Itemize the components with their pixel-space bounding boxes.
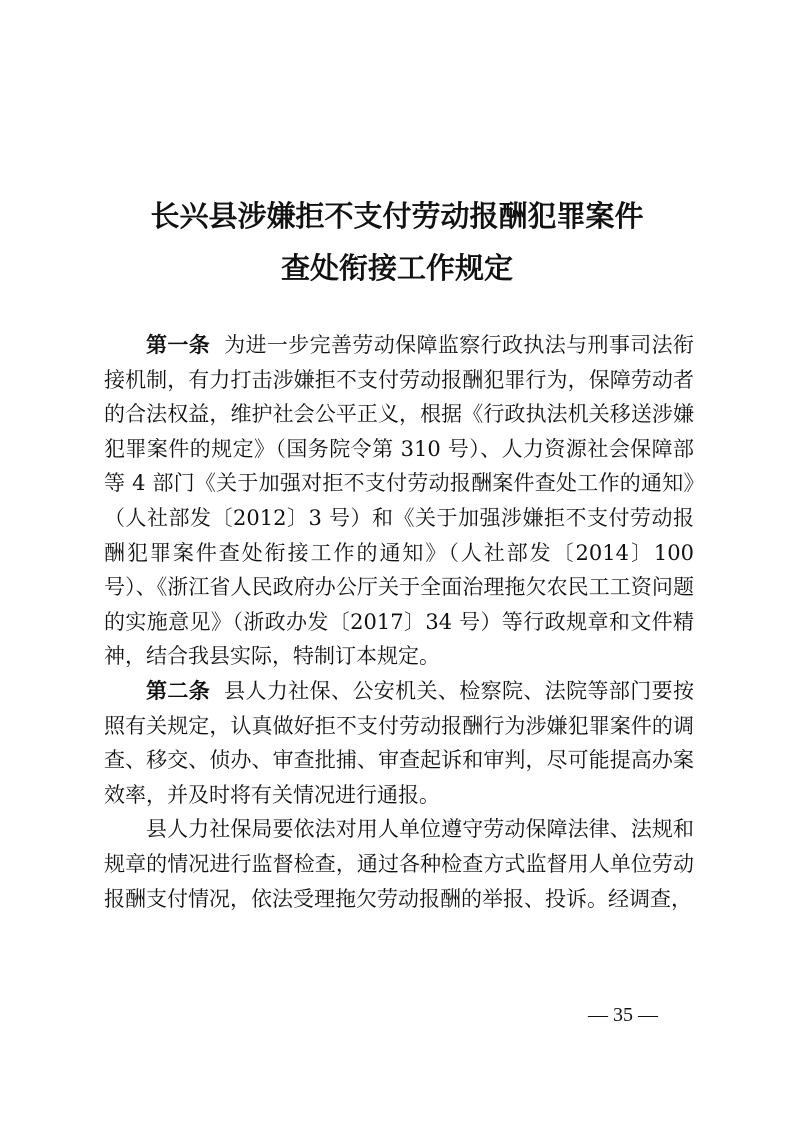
- document-body: [104, 328, 694, 916]
- article-text: 为进一步完善劳动保障监察行政执法与刑事司法衔接机制，有力打击涉嫌拒不支付劳动报酬犯罪行为，保障劳动者的合法权益，维护社会公平正义，根据《行政执法机关移送涉嫌犯罪案件的规定》（国务院令第 310 号）、人力资源社会保障部等 4 部门《关于加强对拒不支付劳动报酬案件查处工作的通知》（人社部发〔2012〕3 号）和《关于加强涉嫌拒不支付劳动报酬犯罪案件查处衔接工作的通知》（人社部发〔2014〕100 号）、《浙江省人民政府办公厅关于全面治理拖欠农民工工资问题的实施意见》（浙政办发〔2017〕34 号）等行政规章和文件精神，结合我县实际，特制订本规定。: [104, 333, 694, 669]
- article-label: 第二条: [146, 677, 211, 703]
- document-title-line-1: 长兴县涉嫌拒不支付劳动报酬犯罪案件: [150, 199, 644, 233]
- body-paragraph: [104, 812, 694, 916]
- paragraph-text: 县人力社保局要依法对用人单位遵守劳动保障法律、法规和规章的情况进行监督检查，通过各种检查方式监督用人单位劳动报酬支付情况，依法受理拖欠劳动报酬的举报、投诉。经调查，: [104, 817, 694, 911]
- article-paragraph: [104, 328, 694, 674]
- article-paragraph: [104, 674, 694, 812]
- page-number: — 35 —: [588, 1004, 658, 1026]
- article-text: 县人力社保、公安机关、检察院、法院等部门要按照有关规定，认真做好拒不支付劳动报酬行为涉嫌犯罪案件的调查、移交、侦办、审查批捕、审查起诉和审判，尽可能提高办案效率，并及时将有关情况进行通报。: [104, 678, 694, 807]
- article-label: 第一条: [146, 332, 211, 357]
- document-title-line-2: 查处衔接工作规定: [280, 251, 513, 285]
